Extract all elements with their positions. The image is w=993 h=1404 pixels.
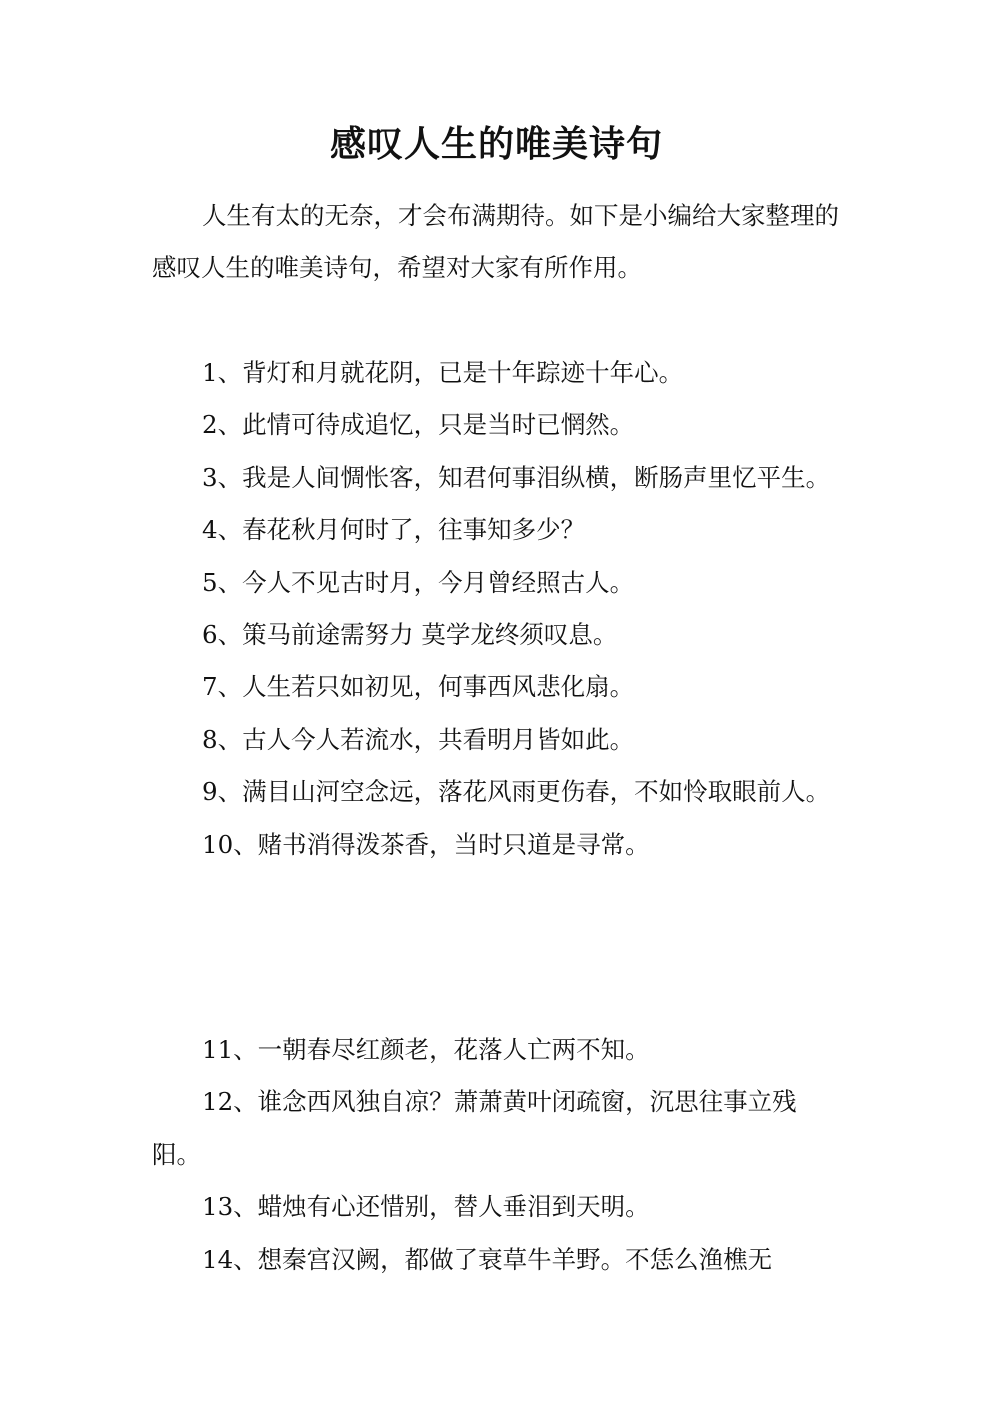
list-item: 2、此情可待成追忆，只是当时已惘然。 <box>202 410 635 440</box>
intro-paragraph: 人生有太的无奈，才会布满期待。如下是小编给大家整理的感叹人生的唯美诗句，希望对大家有所作用。 <box>152 201 839 283</box>
list-item: 9、满目山河空念远，落花风雨更伤春，不如怜取眼前人。 <box>202 777 831 807</box>
list-item: 5、今人不见古时月，今月曾经照古人。 <box>202 567 635 597</box>
list-item: 6、策马前途需努力 莫学龙终须叹息。 <box>202 620 618 650</box>
list-item: 14、想秦宫汉阙，都做了衰草牛羊野。不恁么渔樵无 <box>202 1244 773 1274</box>
poem-list-part-2 <box>152 1024 842 1286</box>
list-item: 10、赌书消得泼茶香，当时只道是寻常。 <box>202 829 650 859</box>
document-title: 感叹人生的唯美诗句 <box>329 123 663 165</box>
list-item: 3、我是人间惆怅客，知君何事泪纵横，断肠声里忆平生。 <box>202 462 831 492</box>
list-item: 7、人生若只如初见，何事西风悲化扇。 <box>202 672 635 702</box>
list-item: 12、谁念西风独自凉？萧萧黄叶闭疏窗，沉思往事立残阳。 <box>152 1087 797 1169</box>
list-item: 4、春花秋月何时了，往事知多少？ <box>202 515 586 545</box>
list-item: 8、古人今人若流水，共看明月皆如此。 <box>202 724 635 754</box>
poem-list-part-1 <box>152 347 842 871</box>
list-item: 11、一朝春尽红颜老，花落人亡两不知。 <box>202 1035 650 1064</box>
document-body <box>152 190 842 295</box>
list-item: 1、背灯和月就花阴，已是十年踪迹十年心。 <box>202 358 684 387</box>
list-item: 13、蜡烛有心还惜别，替人垂泪到天明。 <box>202 1192 650 1222</box>
